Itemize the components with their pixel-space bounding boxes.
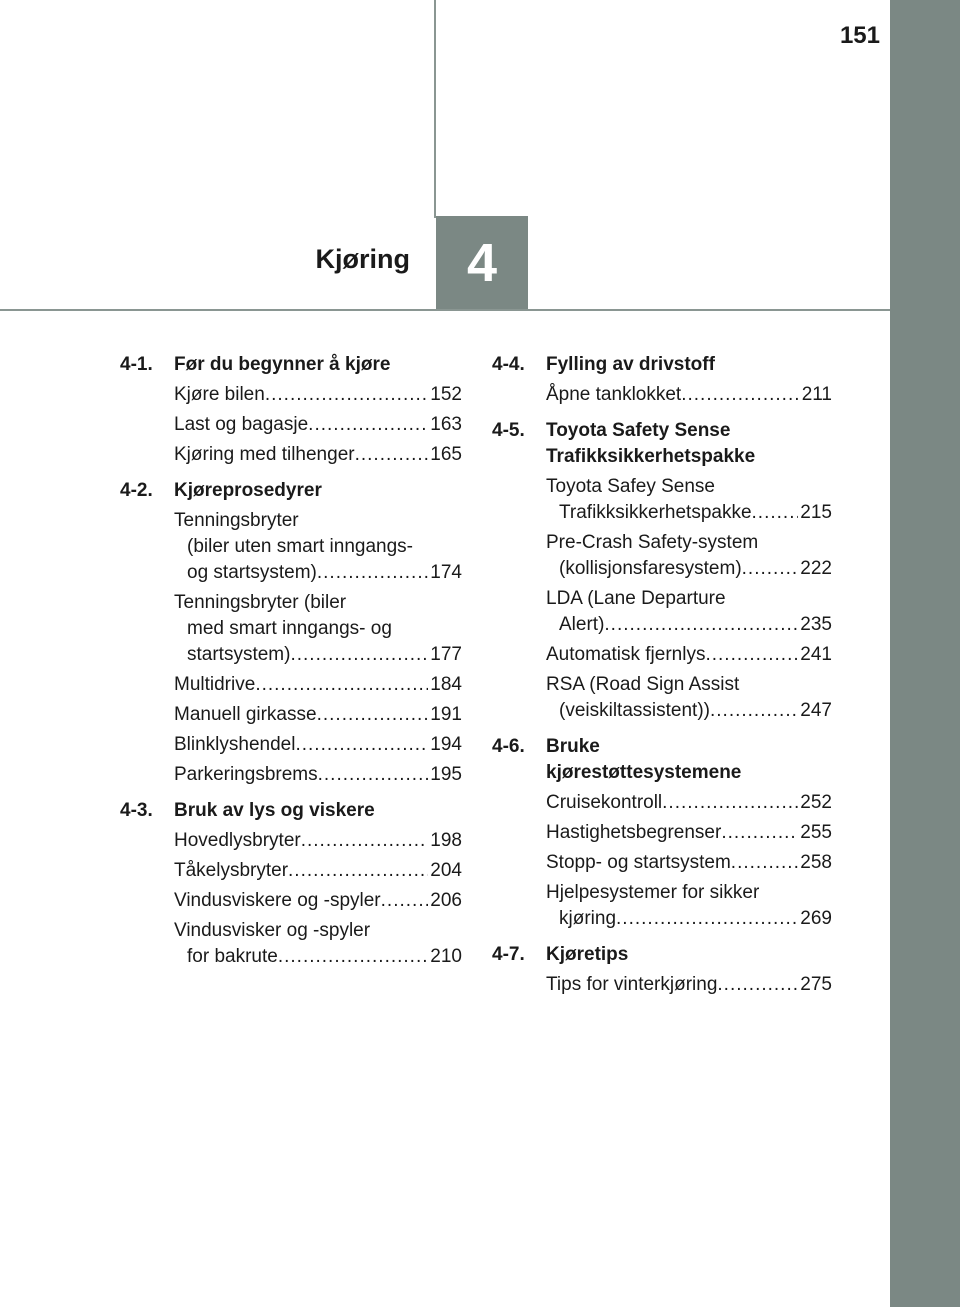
toc-section — [492, 734, 832, 932]
entry-page-number: 275 — [800, 974, 832, 995]
chapter-number-box — [436, 216, 528, 310]
entry-title — [174, 382, 462, 408]
toc-entry[interactable] — [174, 702, 462, 728]
entry-title-line: for bakrute — [187, 946, 278, 967]
toc-entry[interactable] — [546, 474, 832, 526]
entry-title-line: Hastighetsbegrenser — [546, 822, 722, 843]
entry-title — [174, 508, 462, 586]
entry-title — [546, 672, 832, 724]
entry-title — [546, 972, 832, 998]
chapter-side-tab — [890, 0, 960, 1307]
entry-last-line — [174, 888, 462, 914]
entry-title-line: Trafikksikkerhetspakke — [559, 502, 752, 523]
toc-entry[interactable] — [546, 382, 832, 408]
entry-last-line — [174, 858, 462, 884]
entry-title-line: RSA (Road Sign Assist — [546, 674, 740, 695]
entry-title — [546, 790, 832, 816]
leader-dots — [318, 762, 429, 788]
section-title — [174, 352, 462, 378]
section-title-line: Bruk av lys og viskere — [174, 800, 375, 821]
vertical-rule — [434, 0, 436, 218]
entry-title — [546, 474, 832, 526]
leader-dots — [301, 828, 429, 854]
section-heading — [120, 798, 462, 824]
entry-title-line: Last og bagasje — [174, 414, 309, 435]
entry-last-line — [174, 828, 462, 854]
toc-entry[interactable] — [546, 850, 832, 876]
entry-page-number: 222 — [800, 558, 832, 579]
toc-entry[interactable] — [174, 382, 462, 408]
leader-dots — [317, 702, 429, 728]
entry-page-number: 241 — [800, 644, 832, 665]
leader-dots — [710, 698, 798, 724]
section-title — [174, 478, 462, 504]
section-title — [546, 734, 832, 786]
entry-title-line: Alert) — [559, 614, 605, 635]
toc-section — [492, 418, 832, 724]
horizontal-rule — [0, 309, 890, 311]
section-number: 4-3. — [120, 800, 153, 821]
section-number: 4-4. — [492, 354, 525, 375]
entry-title-line: Cruisekontroll — [546, 792, 663, 813]
entry-title-line: (biler uten smart inngangs- — [187, 536, 413, 557]
entry-page-number: 195 — [430, 764, 462, 785]
entry-page-number: 235 — [800, 614, 832, 635]
chapter-number: 4 — [466, 233, 498, 293]
entry-page-number: 152 — [430, 384, 462, 405]
toc-right-column — [492, 352, 832, 1008]
section-title-line: Kjøreprosedyrer — [174, 480, 322, 501]
leader-dots — [742, 556, 799, 582]
leader-dots — [604, 612, 798, 638]
entry-title — [546, 642, 832, 668]
entry-title-line: med smart inngangs- og — [187, 618, 392, 639]
toc-entry[interactable] — [546, 790, 832, 816]
toc-entry[interactable] — [546, 672, 832, 724]
entry-last-line — [546, 972, 832, 998]
entry-page-number: 247 — [800, 700, 832, 721]
section-title — [546, 942, 832, 968]
leader-dots — [717, 972, 798, 998]
leader-dots — [278, 944, 428, 970]
section-title — [546, 418, 832, 470]
leader-dots — [255, 672, 428, 698]
entry-last-line — [174, 732, 462, 758]
toc-entry[interactable] — [546, 530, 832, 582]
entry-title-line: Tenningsbryter — [174, 510, 299, 531]
entry-last-line — [174, 560, 462, 586]
section-title-line: Toyota Safety Sense — [546, 420, 731, 441]
leader-dots — [288, 858, 428, 884]
toc-entry[interactable] — [174, 590, 462, 668]
entry-title-line: Manuell girkasse — [174, 704, 317, 725]
entry-last-line — [546, 698, 832, 724]
entry-last-line — [546, 382, 832, 408]
entry-title-line: Blinklyshendel — [174, 734, 296, 755]
entry-page-number: 211 — [801, 384, 832, 405]
entry-title — [174, 918, 462, 970]
entry-last-line — [546, 906, 832, 932]
entry-title — [174, 732, 462, 758]
entry-last-line — [174, 642, 462, 668]
entry-title-line: Stopp- og startsystem — [546, 852, 731, 873]
entry-title-line: (veiskiltassistent)) — [559, 700, 710, 721]
section-title-line: Kjøretips — [546, 944, 629, 965]
entry-title — [174, 888, 462, 914]
entry-title — [546, 820, 832, 846]
entry-last-line — [174, 442, 462, 468]
entry-last-line — [174, 762, 462, 788]
entry-title-line: Tenningsbryter (biler — [174, 592, 347, 613]
entry-page-number: 252 — [800, 792, 832, 813]
entry-last-line — [546, 850, 832, 876]
section-title-line: Fylling av drivstoff — [546, 354, 715, 375]
entry-page-number: 194 — [430, 734, 462, 755]
entry-page-number: 258 — [800, 852, 832, 873]
entry-last-line — [174, 382, 462, 408]
section-title-line: kjørestøttesystemene — [546, 762, 742, 783]
entry-last-line — [546, 556, 832, 582]
entry-page-number: 174 — [430, 562, 462, 583]
entry-title-line: Pre-Crash Safety-system — [546, 532, 759, 553]
entry-title-line: (kollisjonsfaresystem) — [559, 558, 742, 579]
entry-page-number: 255 — [800, 822, 832, 843]
toc-entry[interactable] — [546, 586, 832, 638]
toc-section — [120, 478, 462, 788]
section-heading — [492, 352, 832, 378]
section-number: 4-1. — [120, 354, 153, 375]
toc-entry[interactable] — [546, 880, 832, 932]
entry-page-number: 165 — [430, 444, 462, 465]
entry-title-line: og startsystem) — [187, 562, 317, 583]
toc-entry[interactable] — [174, 828, 462, 854]
section-heading — [492, 734, 832, 786]
section-number: 4-7. — [492, 944, 525, 965]
leader-dots — [752, 500, 799, 526]
entry-title — [546, 530, 832, 582]
entry-last-line — [174, 412, 462, 438]
entry-title-line: Vindusvisker og -spyler — [174, 920, 371, 941]
entry-title — [546, 880, 832, 932]
entry-title — [174, 672, 462, 698]
toc-entry[interactable] — [174, 888, 462, 914]
entry-title-line: Vindusviskere og -spyler — [174, 890, 381, 911]
toc-section — [120, 798, 462, 970]
entry-last-line — [174, 672, 462, 698]
section-title-line: Trafikksikkerhetspakke — [546, 446, 756, 467]
entry-title-line: Kjøring med tilhenger — [174, 444, 355, 465]
entry-page-number: 177 — [430, 644, 462, 665]
entry-title — [174, 412, 462, 438]
leader-dots — [308, 412, 428, 438]
entry-page-number: 215 — [800, 502, 832, 523]
entry-title-line: Toyota Safey Sense — [546, 476, 715, 497]
toc-section — [492, 942, 832, 998]
toc-section — [492, 352, 832, 408]
entry-title — [546, 586, 832, 638]
entry-page-number: 191 — [430, 704, 462, 725]
toc-entry[interactable] — [174, 918, 462, 970]
section-title-line: Bruke — [546, 736, 600, 757]
entry-page-number: 184 — [430, 674, 462, 695]
section-heading — [492, 418, 832, 470]
leader-dots — [355, 442, 429, 468]
leader-dots — [616, 906, 798, 932]
entry-title — [546, 850, 832, 876]
entry-title-line: startsystem) — [187, 644, 291, 665]
toc-entry[interactable] — [174, 442, 462, 468]
entry-title-line: kjøring — [559, 908, 617, 929]
leader-dots — [705, 642, 798, 668]
entry-last-line — [174, 944, 462, 970]
entry-page-number: 204 — [430, 860, 462, 881]
section-number: 4-2. — [120, 480, 153, 501]
entry-last-line — [174, 702, 462, 728]
entry-title-line: Hjelpesystemer for sikker — [546, 882, 760, 903]
toc-entry[interactable] — [174, 412, 462, 438]
toc-entry[interactable] — [546, 972, 832, 998]
entry-title — [174, 442, 462, 468]
section-number: 4-6. — [492, 736, 525, 757]
leader-dots — [731, 850, 799, 876]
leader-dots — [295, 732, 428, 758]
toc-entry[interactable] — [174, 508, 462, 586]
section-heading — [120, 478, 462, 504]
leader-dots — [265, 382, 428, 408]
entry-title — [174, 828, 462, 854]
leader-dots — [721, 820, 798, 846]
leader-dots — [662, 790, 798, 816]
section-title — [546, 352, 832, 378]
section-title — [174, 798, 462, 824]
toc-entry[interactable] — [174, 732, 462, 758]
section-heading — [120, 352, 462, 378]
entry-title — [174, 762, 462, 788]
entry-last-line — [546, 612, 832, 638]
entry-title-line: Parkeringsbrems — [174, 764, 318, 785]
entry-title — [174, 702, 462, 728]
entry-title — [546, 382, 832, 408]
toc-entry[interactable] — [174, 762, 462, 788]
leader-dots — [290, 642, 428, 668]
chapter-title: Kjøring — [315, 244, 410, 274]
entry-title-line: Multidrive — [174, 674, 256, 695]
leader-dots — [381, 888, 429, 914]
entry-page-number: 163 — [430, 414, 462, 435]
toc-entry[interactable] — [174, 672, 462, 698]
entry-page-number: 210 — [430, 946, 462, 967]
entry-page-number: 198 — [430, 830, 462, 851]
entry-title-line: Kjøre bilen — [174, 384, 265, 405]
toc-left-column — [120, 352, 462, 980]
entry-title — [174, 858, 462, 884]
entry-title-line: Åpne tanklokket — [546, 384, 682, 405]
toc-section — [120, 352, 462, 468]
leader-dots — [681, 382, 800, 408]
leader-dots — [317, 560, 428, 586]
entry-title-line: Automatisk fjernlys — [546, 644, 706, 665]
entry-last-line — [546, 642, 832, 668]
entry-title-line: Tåkelysbryter — [174, 860, 289, 881]
entry-last-line — [546, 500, 832, 526]
section-heading — [492, 942, 832, 968]
entry-last-line — [546, 820, 832, 846]
entry-title-line: LDA (Lane Departure — [546, 588, 726, 609]
entry-page-number: 206 — [430, 890, 462, 911]
entry-title-line: Hovedlysbryter — [174, 830, 301, 851]
toc-entry[interactable] — [174, 858, 462, 884]
entry-title — [174, 590, 462, 668]
entry-title-line: Tips for vinterkjøring — [546, 974, 718, 995]
section-number: 4-5. — [492, 420, 525, 441]
toc-entry[interactable] — [546, 642, 832, 668]
page-number: 151 — [839, 22, 880, 49]
entry-page-number: 269 — [800, 908, 832, 929]
toc-entry[interactable] — [546, 820, 832, 846]
section-title-line: Før du begynner å kjøre — [174, 354, 391, 375]
entry-last-line — [546, 790, 832, 816]
